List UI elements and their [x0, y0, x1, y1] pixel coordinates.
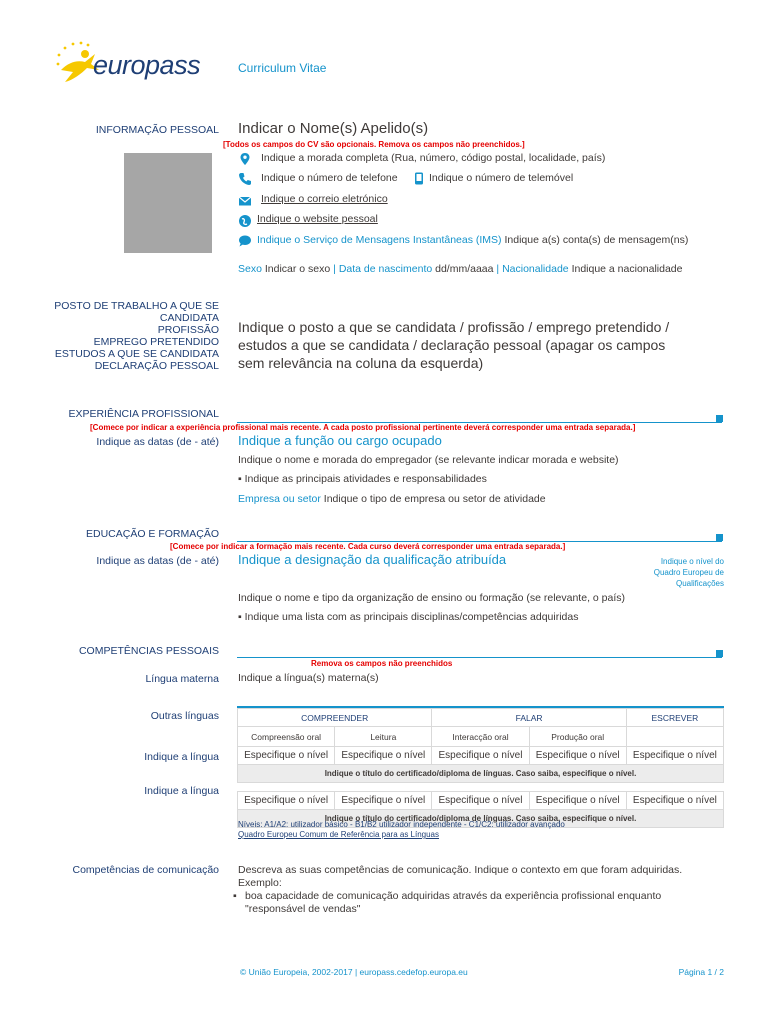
eqf-level: Indique o nível do Quadro Europeu de Qualificações: [653, 557, 724, 588]
position-label: ESTUDOS A QUE SE CANDIDATA: [54, 348, 219, 360]
position-labels: [40, 300, 219, 372]
skills-note: Remova os campos não preenchidos: [311, 659, 453, 668]
phone-text: Indique o número de telefone: [261, 172, 398, 184]
level-cell: Especifique o nível: [529, 747, 626, 765]
cefr-link[interactable]: Quadro Europeu Comum de Referência para as Línguas: [238, 830, 440, 839]
personal-name: Indicar o Nome(s) Apelido(s): [238, 120, 429, 137]
experience-section-label: EXPERIÊNCIA PROFISSIONAL: [68, 408, 219, 420]
subhead-production: Produção oral: [529, 727, 626, 747]
experience-sector-line: [238, 493, 546, 505]
im-label: Indique o Serviço de Mensagens Instantâneas (IMS): [257, 234, 502, 246]
communication-example: Exemplo:: [238, 877, 282, 889]
section-marker: [716, 534, 723, 541]
subhead-interaction: Interacção oral: [432, 727, 529, 747]
experience-dates: Indique as datas (de - até): [96, 436, 219, 448]
separator: |: [333, 263, 336, 275]
position-label: PROFISSÃO: [157, 324, 219, 336]
education-note: [Comece por indicar a formação mais recente. Cada curso deverá corresponder uma entrada separada.]: [170, 542, 566, 551]
communication-label: Competências de comunicação: [72, 864, 219, 876]
location-pin-icon: [238, 152, 252, 166]
level-cell: Especifique o nível: [626, 792, 723, 810]
section-marker: [716, 415, 723, 422]
level-cell: Especifique o nível: [432, 792, 529, 810]
education-dates: Indique as datas (de - até): [96, 555, 219, 567]
experience-title: Indique a função ou cargo ocupado: [238, 433, 442, 448]
im-line: [257, 234, 688, 246]
level-cell: Especifique o nível: [335, 792, 432, 810]
dob-value: dd/mm/aaaa: [435, 263, 494, 275]
level-cell: Especifique o nível: [335, 747, 432, 765]
position-text: Indique o posto a que se candidata / profissão / emprego pretendido / estudos a que se candidata / declaração pessoal (apagar os campos sem relevância na coluna da esquerda): [238, 319, 670, 371]
level-cell: Especifique o nível: [626, 747, 723, 765]
education-org: Indique o nome e tipo da organização de ensino ou formação (se relevante, o país): [238, 592, 625, 604]
mobile-text: Indique o número de telemóvel: [429, 172, 574, 184]
subhead-writing: [626, 727, 723, 747]
group-understanding: COMPREENDER: [238, 709, 432, 727]
language-2-name: Indique a língua: [144, 785, 219, 797]
photo-placeholder: [124, 153, 212, 253]
subhead-listening: Compreensão oral: [238, 727, 335, 747]
email-link[interactable]: Indique o correio eletrónico: [261, 193, 388, 205]
experience-bullet-item: ▪ Indique as principais atividades e responsabilidades: [238, 473, 487, 485]
language-1-name: Indique a língua: [144, 751, 219, 763]
table-subheader-row: [238, 727, 724, 747]
sector-value: Indique o tipo de empresa ou setor de atividade: [323, 493, 546, 505]
level-cell: Especifique o nível: [529, 792, 626, 810]
address-text: Indique a morada completa (Rua, número, código postal, localidade, país): [261, 152, 606, 164]
sector-label: Empresa ou setor: [238, 493, 321, 505]
language-table: [237, 708, 724, 828]
level-cell: Especifique o nível: [432, 747, 529, 765]
dob-label: Data de nascimento: [338, 263, 433, 275]
subhead-reading: Leitura: [335, 727, 432, 747]
mother-tongue-value: Indique a língua(s) materna(s): [238, 672, 379, 684]
communication-bullet-text: boa capacidade de comunicação adquiridas através da experiência profissional enquanto "responsável de vendas": [245, 890, 662, 915]
doc-title: Curriculum Vitae: [238, 61, 327, 75]
nationality-label: Nacionalidade: [502, 263, 569, 275]
position-label: EMPREGO PRETENDIDO: [93, 336, 219, 348]
website-link[interactable]: Indique o website pessoal: [257, 213, 378, 225]
group-speaking: FALAR: [432, 709, 626, 727]
section-marker: [716, 650, 723, 657]
phone-icon: [238, 172, 252, 186]
europass-logo: [55, 40, 225, 90]
personal-details-line: [238, 263, 683, 275]
footer-copyright: © União Europeia, 2002-2017 | europass.cedefop.europa.eu: [240, 967, 468, 977]
position-label: POSTO DE TRABALHO A QUE SE CANDIDATA: [54, 300, 219, 324]
level-cell: Especifique o nível: [238, 792, 335, 810]
nationality-value: Indique a nacionalidade: [571, 263, 683, 275]
language-1-levels-row: [238, 747, 724, 765]
table-group-header-row: [238, 709, 724, 727]
cert-cell: Indique o título do certificado/diploma de línguas. Caso saiba, especifique o nível.: [238, 810, 724, 828]
personal-section-label: INFORMAÇÃO PESSOAL: [95, 124, 219, 136]
personal-note: [Todos os campos do CV são opcionais. Remova os campos não preenchidos.]: [223, 140, 525, 149]
group-writing: ESCREVER: [626, 709, 723, 727]
education-section-label: EDUCAÇÃO E FORMAÇÃO: [85, 528, 219, 540]
section-divider: [237, 657, 722, 658]
level-cell: Especifique o nível: [238, 747, 335, 765]
sex-label: Sexo: [238, 263, 262, 275]
spacer-row: [238, 783, 724, 792]
communication-text: Descreva as suas competências de comunicação. Indique o contexto em que foram adquiridas.: [238, 864, 683, 876]
logo-text: europass: [93, 50, 201, 80]
education-title: Indique a designação da qualificação atribuída: [238, 552, 507, 567]
experience-employer: Indique o nome e morada do empregador (se relevante indicar morada e website): [238, 454, 619, 466]
skills-section-label: COMPETÊNCIAS PESSOAIS: [78, 645, 219, 657]
language-2-levels-row: [238, 792, 724, 810]
footer-page-number: Página 1 / 2: [678, 967, 724, 977]
levels-note: Níveis: A1/A2: utilizador básico - B1/B2 utilizador independente - C1/C2: utilizador avançado: [238, 820, 565, 829]
sex-value: Indicar o sexo: [264, 263, 331, 275]
chat-bubble-icon: [238, 234, 252, 248]
mother-tongue-label: Língua materna: [145, 673, 219, 685]
experience-bullet-text: Indique as principais atividades e responsabilidades: [244, 473, 487, 485]
education-bullet-item: ▪ Indique uma lista com as principais disciplinas/competências adquiridas: [238, 611, 579, 623]
separator: |: [496, 263, 500, 275]
email-envelope-icon: [238, 194, 252, 208]
cert-cell: Indique o título do certificado/diploma de línguas. Caso saiba, especifique o nível.: [238, 765, 724, 783]
communication-bullet-item: ▪ boa capacidade de comunicação adquiridas através da experiência profissional enquanto "responsável de vendas": [233, 890, 693, 916]
website-globe-icon: [238, 214, 252, 228]
im-value: Indique a(s) conta(s) de mensagem(ns): [504, 234, 689, 246]
language-1-cert-row: [238, 765, 724, 783]
other-languages-label: Outras línguas: [150, 710, 219, 722]
education-bullet-text: Indique uma lista com as principais disciplinas/competências adquiridas: [244, 611, 579, 623]
position-label: DECLARAÇÃO PESSOAL: [94, 360, 219, 372]
mobile-icon: [414, 172, 424, 185]
experience-note: [Comece por indicar a experiência profissional mais recente. A cada posto profissional pertinente deverá corresponder uma entrada separada.]: [90, 423, 636, 432]
